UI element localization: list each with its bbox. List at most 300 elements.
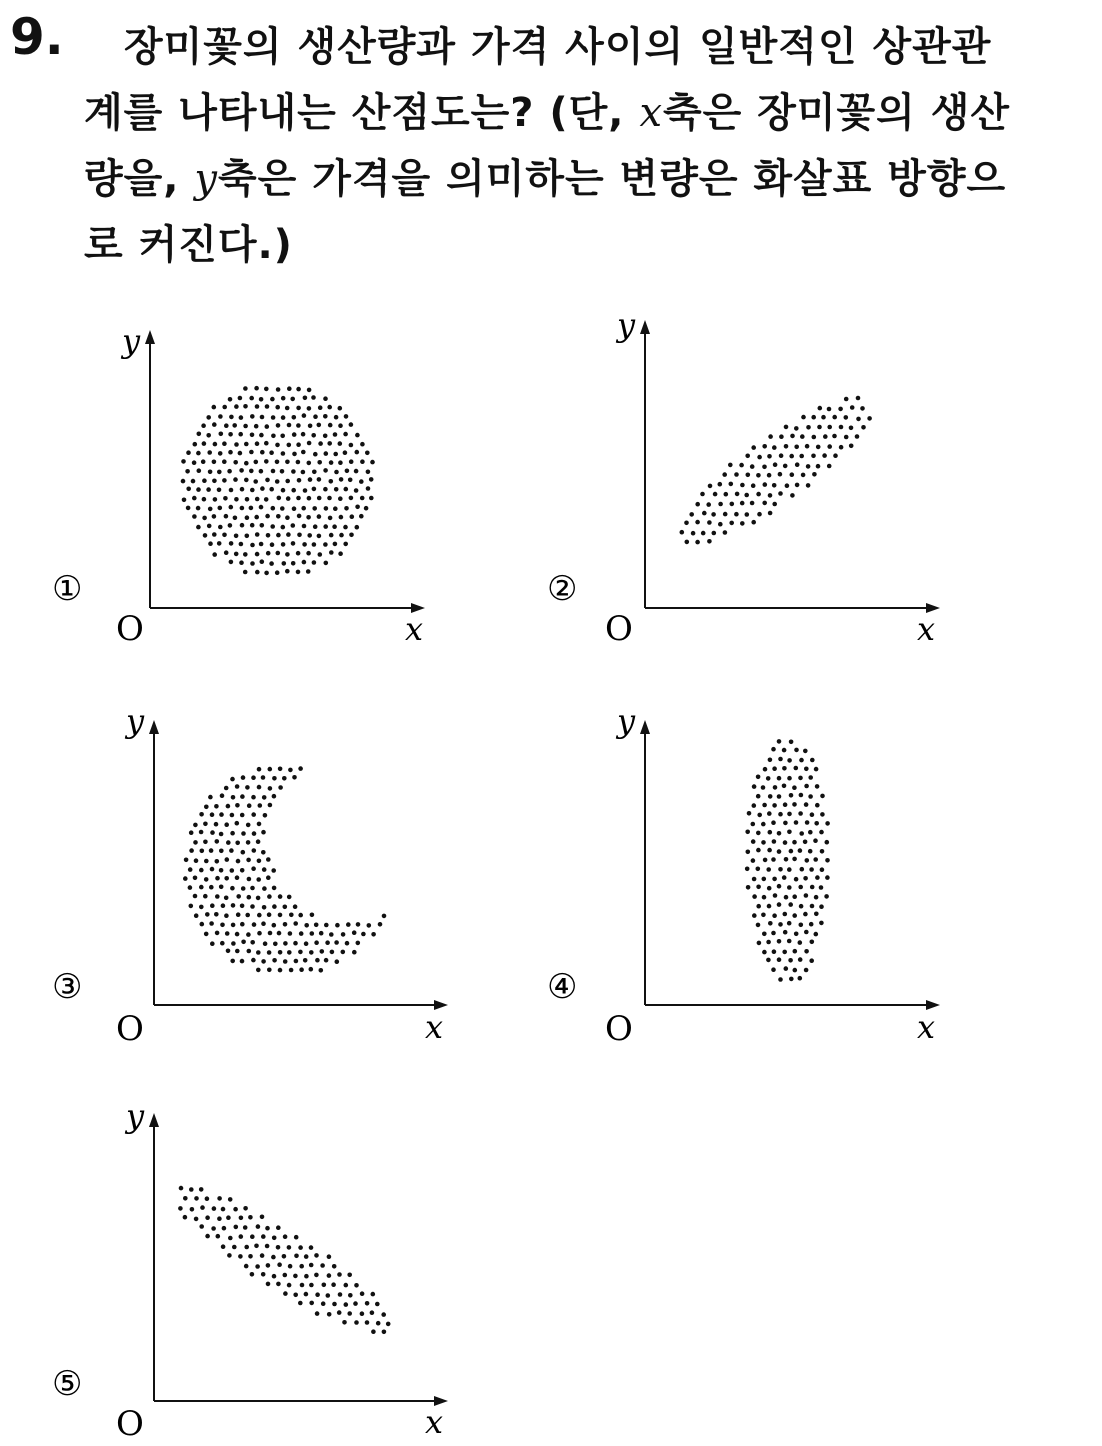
scatter-point [260, 559, 265, 564]
scatter-point [766, 776, 771, 781]
scatter-point [793, 968, 798, 973]
scatter-point [801, 473, 806, 478]
scatter-point [271, 434, 276, 439]
scatter-point [324, 451, 329, 456]
scatter-point [228, 397, 233, 402]
scatter-point [250, 1234, 255, 1239]
scatter-point [360, 1311, 365, 1316]
scatter-point [209, 885, 214, 890]
scatter-point [236, 859, 241, 864]
choice-number-4: ④ [547, 967, 578, 1007]
scatter-point [188, 885, 193, 890]
scatter-point [181, 459, 186, 464]
scatter-point [311, 433, 316, 438]
scatter-point [257, 767, 262, 772]
scatter-point [334, 940, 339, 945]
scatter-point [276, 1282, 281, 1287]
scatter-point [804, 968, 809, 973]
scatter-point [751, 520, 756, 525]
scatter-point [309, 1283, 314, 1288]
scatter-point [304, 1254, 309, 1259]
scatter-point [283, 922, 288, 927]
scatter-point [304, 941, 309, 946]
scatter-point [685, 540, 690, 545]
scatter-point [792, 857, 797, 862]
scatter-point [186, 506, 191, 511]
scatter-point [689, 512, 694, 517]
scatter-point [260, 1253, 265, 1258]
scatter-point [792, 785, 797, 790]
scatter-point [789, 793, 794, 798]
scatter-point [229, 848, 234, 853]
scatter-point [767, 811, 772, 816]
scatter-point [798, 776, 803, 781]
scatter-point [259, 542, 264, 547]
scatter-point [751, 445, 756, 450]
scatter-point [346, 922, 351, 927]
scatter-point [250, 561, 255, 566]
scatter-point [783, 802, 788, 807]
scatter-point [220, 941, 225, 946]
scatter-point [231, 923, 236, 928]
scatter-point [712, 531, 717, 536]
scatter-point [795, 462, 800, 467]
scatter-point [231, 795, 236, 800]
scatter-point [386, 1322, 391, 1327]
scatter-point [224, 822, 229, 827]
scatter-point [222, 441, 227, 446]
scatter-point [302, 560, 307, 565]
scatter-point [768, 434, 773, 439]
y-axis-label: y [617, 306, 636, 344]
scatter-point [751, 839, 756, 844]
scatter-point [240, 959, 245, 964]
scatter-point [235, 875, 240, 880]
scatter-point [230, 959, 235, 964]
scatter-point [768, 511, 773, 516]
scatter-point [254, 1244, 259, 1249]
scatter-point [772, 803, 777, 808]
scatter-point [309, 1263, 314, 1268]
scatter-point [255, 532, 260, 537]
scatter-point [804, 767, 809, 772]
scatter-point [233, 516, 238, 521]
scatter-point [241, 886, 246, 891]
scatter-point [240, 904, 245, 909]
scatter-point [370, 460, 375, 465]
scatter-point [200, 922, 205, 927]
y-axis-arrow-icon [145, 330, 155, 344]
scatter-point [817, 425, 822, 430]
scatter-point [777, 902, 782, 907]
scatter-point [214, 804, 219, 809]
scatter-point [762, 877, 767, 882]
scatter-point [226, 1215, 231, 1220]
scatter-point [235, 949, 240, 954]
scatter-point [352, 930, 357, 935]
scatter-point [245, 534, 250, 539]
scatter-point [773, 462, 778, 467]
scatter-point [249, 506, 254, 511]
scatter-point [245, 785, 250, 790]
scatter-point [787, 758, 792, 763]
scatter-point [255, 441, 260, 446]
scatter-point [805, 444, 810, 449]
scatter-point [250, 543, 255, 548]
scatter-point [752, 877, 757, 882]
scatter-point [371, 1292, 376, 1297]
scatter-point [307, 533, 312, 538]
scatter-point [278, 894, 283, 899]
scatter-point [229, 415, 234, 420]
scatter-point [296, 496, 301, 501]
scatter-point [734, 472, 739, 477]
scatter-point [203, 894, 208, 899]
scatter-point [201, 459, 206, 464]
scatter-point [287, 443, 292, 448]
scatter-point [752, 784, 757, 789]
scatter-point [184, 858, 189, 863]
scatter-point [202, 497, 207, 502]
scatter-point [228, 450, 233, 455]
scatter-point [280, 469, 285, 474]
scatter-point [296, 406, 301, 411]
scatter-point [307, 496, 312, 501]
scatter-point [193, 823, 198, 828]
scatter-point [215, 859, 220, 864]
scatter-point [794, 932, 799, 937]
scatter-point [860, 406, 865, 411]
scatter-point [217, 488, 222, 493]
scatter-point [309, 967, 314, 972]
scatter-point [339, 533, 344, 538]
scatter-point [744, 493, 749, 498]
scatter-point [294, 1254, 299, 1259]
scatter-point [783, 840, 788, 845]
scatter-point [272, 958, 277, 963]
scatter-point [214, 912, 219, 917]
scatter-point [342, 1320, 347, 1325]
scatter-point [208, 507, 213, 512]
scatter-point [792, 894, 797, 899]
scatter-point [772, 502, 777, 507]
scatter-point [203, 840, 208, 845]
scatter-point [259, 433, 264, 438]
scatter-point [366, 486, 371, 491]
scatter-point [188, 867, 193, 872]
scatter-point [318, 441, 323, 446]
scatter-point [261, 775, 266, 780]
scatter-point [245, 515, 250, 520]
scatter-point [789, 849, 794, 854]
scatter-point [249, 450, 254, 455]
scatter-point [307, 406, 312, 411]
scatter-point [815, 803, 820, 808]
scatter-point [792, 913, 797, 918]
scatter-point [777, 794, 782, 799]
scatter-point [815, 784, 820, 789]
scatter-point [309, 950, 314, 955]
scatter-point [804, 893, 809, 898]
scatter-point [730, 502, 735, 507]
scatter-point [798, 885, 803, 890]
scatter-point [208, 541, 213, 546]
scatter-point [752, 894, 757, 899]
scatter-point [713, 492, 718, 497]
scatter-point [827, 425, 832, 430]
scatter-point [787, 921, 792, 926]
scatter-point [811, 415, 816, 420]
scatter-point [239, 468, 244, 473]
scatter-point [281, 415, 286, 420]
scatter-point [838, 407, 843, 412]
scatter-point [299, 967, 304, 972]
scatter-point [855, 434, 860, 439]
x-variable: x [639, 90, 663, 136]
scatter-point [803, 912, 808, 917]
scatter-point [216, 1234, 221, 1239]
scatter-point [787, 867, 792, 872]
scatter-point [229, 541, 234, 546]
scatter-point [230, 868, 235, 873]
scatter-point [335, 959, 340, 964]
scatter-point [794, 445, 799, 450]
scatter-point [343, 542, 348, 547]
scatter-point [347, 1311, 352, 1316]
scatter-point [288, 931, 293, 936]
scatter-point [349, 459, 354, 464]
scatter-point [233, 460, 238, 465]
scatter-point [250, 414, 255, 419]
scatter-point [285, 569, 290, 574]
scatter-point [344, 414, 349, 419]
scatter-point [329, 550, 334, 555]
scatter-point [784, 895, 789, 900]
scatter-point [364, 506, 369, 511]
scatter-point [189, 830, 194, 835]
scatter-point [261, 959, 266, 964]
scatter-point [224, 913, 229, 918]
scatter-point [724, 492, 729, 497]
scatter-point [228, 523, 233, 528]
scatter-plot-4[interactable] [545, 700, 945, 1050]
scatter-point [739, 463, 744, 468]
scatter-point [236, 894, 241, 899]
scatter-point [222, 478, 227, 483]
scatter-point [814, 895, 819, 900]
scatter-plot-5[interactable] [50, 1095, 470, 1445]
scatter-point [291, 488, 296, 493]
scatter-point [257, 931, 262, 936]
scatter-point [825, 821, 830, 826]
scatter-point [196, 525, 201, 530]
scatter-point [359, 479, 364, 484]
scatter-point [773, 893, 778, 898]
scatter-point [827, 464, 832, 469]
scatter-point [220, 923, 225, 928]
scatter-point [816, 445, 821, 450]
scatter-point [229, 560, 234, 565]
scatter-point [194, 913, 199, 918]
scatter-point [224, 896, 229, 901]
scatter-point [344, 506, 349, 511]
scatter-point [702, 511, 707, 516]
scatter-point [298, 950, 303, 955]
scatter-point [202, 478, 207, 483]
scatter-point [763, 858, 768, 863]
scatter-point [247, 895, 252, 900]
scatter-point [805, 820, 810, 825]
scatter-point [740, 521, 745, 526]
scatter-point [782, 766, 787, 771]
scatter-point [199, 885, 204, 890]
scatter-point [381, 1312, 386, 1317]
scatter-point [260, 523, 265, 528]
scatter-point [708, 484, 713, 489]
scatter-point [291, 561, 296, 566]
question-line-3-text-a: 량을, [84, 156, 195, 202]
scatter-point [226, 949, 231, 954]
scatter-point [230, 886, 235, 891]
scatter-point [262, 867, 267, 872]
scatter-point [256, 968, 261, 973]
scatter-point [804, 930, 809, 935]
scatter-point [276, 1245, 281, 1250]
origin-label: O [116, 1009, 144, 1049]
scatter-point [234, 552, 239, 557]
scatter-point [799, 454, 804, 459]
scatter-point [317, 534, 322, 539]
scatter-point [328, 423, 333, 428]
scatter-point [787, 939, 792, 944]
scatter-point [264, 497, 269, 502]
scatter-point [718, 502, 723, 507]
scatter-point [745, 867, 750, 872]
scatter-point [789, 977, 794, 982]
scatter-point [272, 794, 277, 799]
scatter-point [241, 775, 246, 780]
scatter-point [326, 1293, 331, 1298]
scatter-point [206, 433, 211, 438]
scatter-point [278, 950, 283, 955]
scatter-point [212, 514, 217, 519]
scatter-point [311, 395, 316, 400]
scatter-point [293, 921, 298, 926]
scatter-point [272, 1236, 277, 1241]
scatter-point [189, 904, 194, 909]
scatter-point [193, 876, 198, 881]
scatter-plot-3[interactable] [50, 700, 470, 1050]
scatter-point [308, 424, 313, 429]
scatter-point [821, 415, 826, 420]
scatter-point [183, 1215, 188, 1220]
scatter-point [256, 896, 261, 901]
scatter-point [211, 1226, 216, 1231]
scatter-point [283, 1234, 288, 1239]
scatter-point [767, 904, 772, 909]
scatter-point [231, 903, 236, 908]
scatter-point [355, 505, 360, 510]
scatter-point [199, 812, 204, 817]
scatter-point [265, 514, 270, 519]
scatter-point [244, 478, 249, 483]
scatter-point [272, 904, 277, 909]
scatter-point [213, 497, 218, 502]
scatter-point [293, 904, 298, 909]
scatter-point [762, 950, 767, 955]
scatter-point [233, 477, 238, 482]
scatter-point [777, 849, 782, 854]
scatter-point [348, 1293, 353, 1298]
scatter-point [287, 895, 292, 900]
scatter-point [301, 450, 306, 455]
scatter-point [283, 959, 288, 964]
scatter-point [356, 922, 361, 927]
scatter-point [756, 831, 761, 836]
scatter-point [338, 1292, 343, 1297]
scatter-point [827, 407, 832, 412]
scatter-point [800, 867, 805, 872]
scatter-point [218, 525, 223, 530]
scatter-point [746, 850, 751, 855]
scatter-point [746, 885, 751, 890]
scatter-plot-1[interactable] [50, 300, 450, 650]
scatter-points [183, 766, 386, 972]
scatter-point [695, 520, 700, 525]
scatter-point [367, 923, 372, 928]
scatter-point [251, 795, 256, 800]
scatter-point [296, 570, 301, 575]
scatter-point [263, 813, 268, 818]
scatter-point [756, 473, 761, 478]
origin-label: O [116, 609, 144, 649]
scatter-point [223, 496, 228, 501]
scatter-point [235, 841, 240, 846]
scatter-point [255, 570, 260, 575]
scatter-point [194, 1217, 199, 1222]
scatter-point [244, 442, 249, 447]
y-axis-label: y [122, 322, 141, 360]
scatter-point [250, 523, 255, 528]
scatter-point [264, 387, 269, 392]
scatter-point [806, 483, 811, 488]
scatter-plot-2[interactable] [545, 300, 945, 650]
y-axis-arrow-icon [640, 720, 650, 734]
scatter-point [752, 913, 757, 918]
scatter-point [252, 848, 257, 853]
scatter-point [787, 885, 792, 890]
scatter-point [794, 820, 799, 825]
scatter-point [256, 950, 261, 955]
scatter-point [778, 922, 783, 927]
scatter-point [217, 541, 222, 546]
scatter-point [250, 886, 255, 891]
scatter-point [261, 1234, 266, 1239]
scatter-point [281, 396, 286, 401]
scatter-point [217, 1196, 222, 1201]
scatter-point [276, 514, 281, 519]
scatter-point [314, 1253, 319, 1258]
scatter-point [810, 940, 815, 945]
scatter-point [204, 805, 209, 810]
scatter-point [245, 913, 250, 918]
scatter-point [856, 417, 861, 422]
scatter-point [233, 1207, 238, 1212]
scatter-point [822, 453, 827, 458]
scatter-point [803, 840, 808, 845]
scatter-point [287, 386, 292, 391]
scatter-point [229, 488, 234, 493]
